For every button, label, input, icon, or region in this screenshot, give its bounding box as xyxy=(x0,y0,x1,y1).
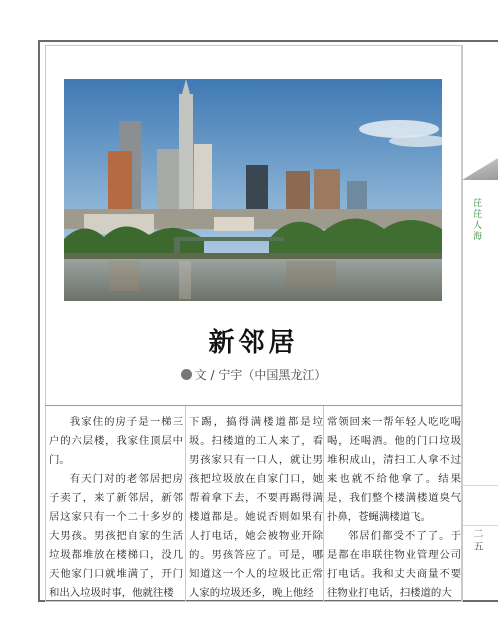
paragraph: 下踢，搞得满楼道都是垃圾。扫楼道的工人来了，看男孩家只有一口人，就让男孩把垃圾放在自家门口，她帮着拿下去，不要再踢得满楼道都是。她说否则如果有人打电话，她会被物业开除的。男孩答应了。可是，哪知道这一个人的垃圾比正常人家的垃圾还多，晚上他经 xyxy=(189,416,323,599)
article-column-1 xyxy=(49,413,183,599)
article-title: 新邻居 xyxy=(208,328,299,358)
paragraph: 我家住的房子是一梯三户的六层楼，我家住顶层中门。 xyxy=(49,416,183,466)
article-column-2 xyxy=(189,413,323,599)
article-column-3 xyxy=(327,413,461,599)
byline xyxy=(45,366,462,383)
byline-text: 文 / 宁宇（中国黑龙江） xyxy=(194,368,327,382)
side-margin xyxy=(462,45,498,602)
skyline-photo xyxy=(64,79,442,301)
text-top-rule xyxy=(45,405,462,406)
paragraph: 有天门对的老邻居把房子卖了，来了新邻居，新邻居这家只有一个二十多岁的大男孩。男孩把自家的生活垃圾都堆放在楼梯口，没几天他家门口就堆满了，开门和出入垃圾时事，他就往楼 xyxy=(49,473,183,599)
column-divider xyxy=(323,406,324,602)
page-number: 二五 xyxy=(471,528,482,554)
paragraph: 常领回来一帮年轻人吃吃喝喝，还喝酒。他的门口垃圾堆积成山，清扫工人拿不过来也就不给他拿了。结果是，我们整个楼满楼道臭气扑鼻，苍蝇满楼道飞。 xyxy=(327,416,461,523)
section-label: 芘芘人海 xyxy=(471,198,481,242)
bullet-icon xyxy=(181,369,192,380)
column-divider xyxy=(185,406,186,602)
paragraph: 邻居们都受不了了。于是都在串联往物业管理公司打电话。我和丈夫商量不要往物业打电话，扫楼道的大 xyxy=(327,530,461,599)
